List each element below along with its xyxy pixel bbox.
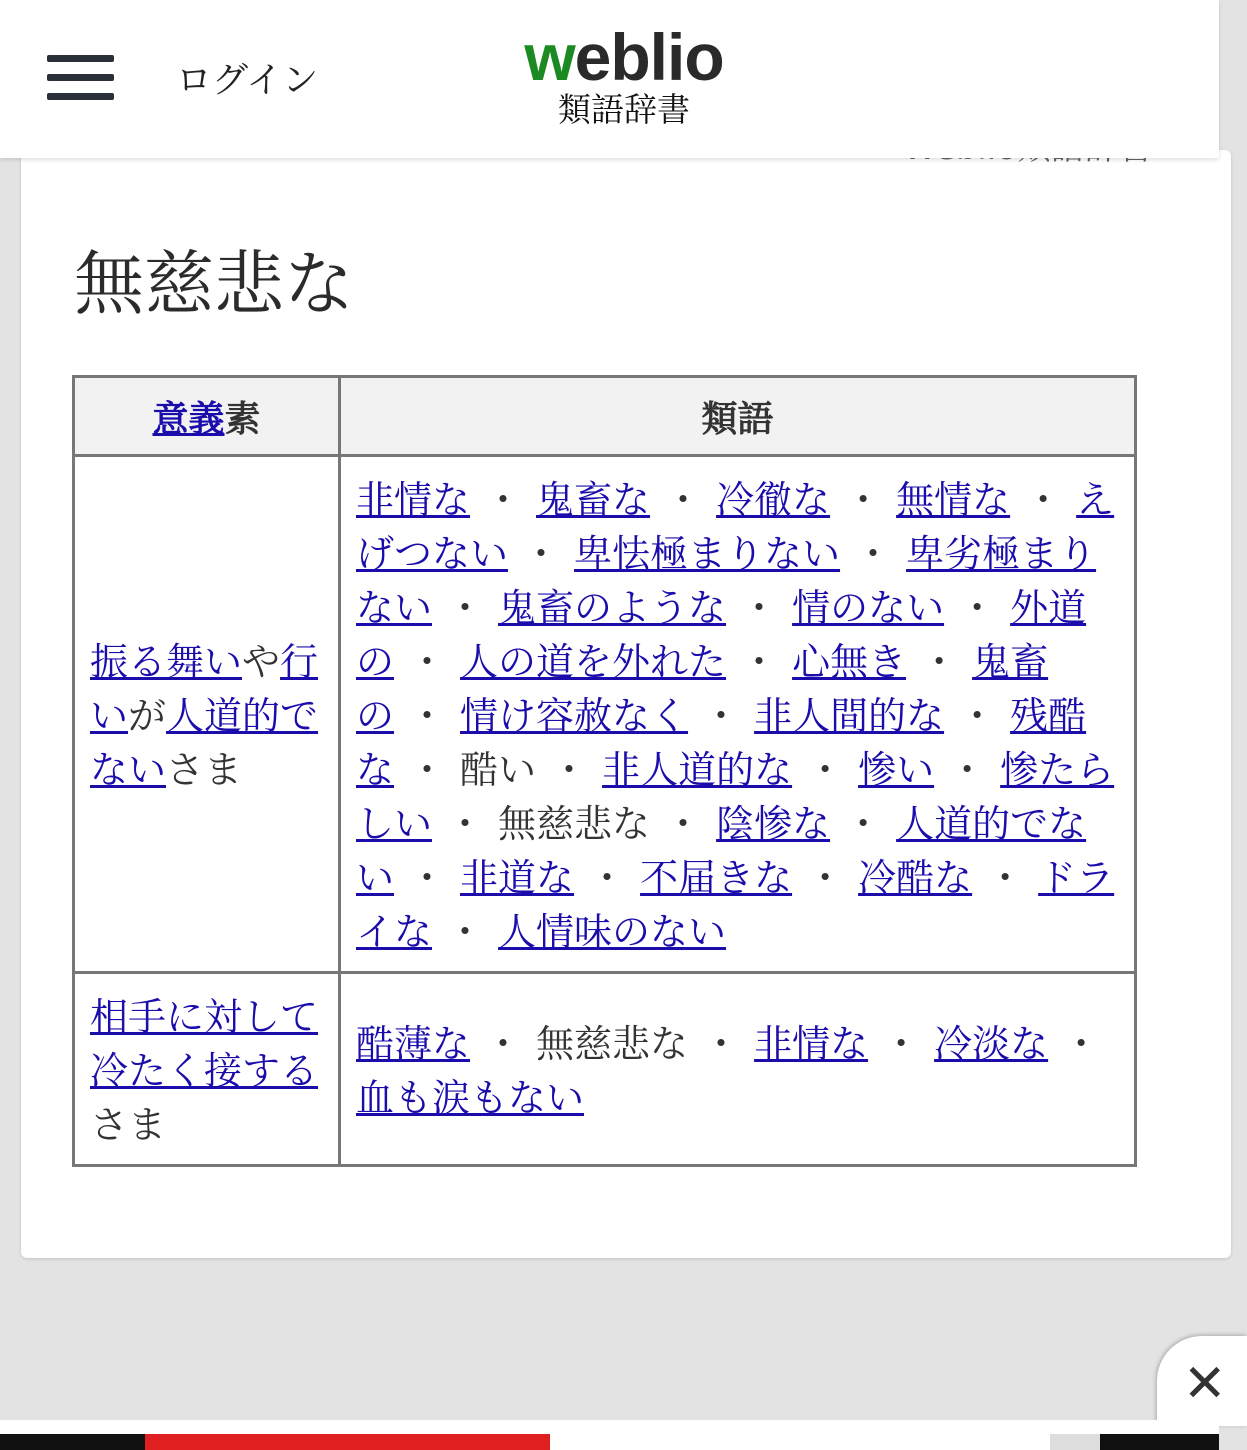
logo-w: w: [524, 20, 575, 94]
meaning-text: さま: [90, 1103, 167, 1147]
synonyms-cell: [340, 456, 1136, 973]
separator: ・: [986, 856, 1025, 900]
table-header-row: [74, 377, 1136, 456]
synonym-link[interactable]: 酷薄な: [356, 1022, 471, 1066]
separator: ・: [806, 748, 845, 792]
weblio-logo[interactable]: [514, 20, 734, 130]
synonym-link[interactable]: えげつない: [356, 478, 1115, 576]
separator: ・: [844, 478, 883, 522]
page-title: 無慈悲な: [74, 243, 354, 325]
synonym-link[interactable]: ドライな: [356, 856, 1115, 954]
separator: ・: [484, 1022, 523, 1066]
logo-rest: eblio: [574, 20, 724, 94]
top-bar: [0, 0, 1219, 158]
meaning-cell: [74, 973, 340, 1166]
synonym-link[interactable]: 鬼畜の: [356, 640, 1049, 738]
separator: ・: [522, 532, 561, 576]
separator: ・: [702, 694, 741, 738]
login-link[interactable]: ログイン: [176, 60, 319, 101]
synonym-text: 無慈悲な: [498, 802, 651, 846]
ad-banner[interactable]: [0, 1420, 1219, 1450]
separator: ・: [484, 478, 523, 522]
header-synonyms: 類語: [340, 377, 1136, 456]
separator: ・: [664, 802, 703, 846]
separator: ・: [408, 694, 447, 738]
separator: ・: [806, 856, 845, 900]
synonym-link[interactable]: 外道の: [356, 586, 1087, 684]
close-ad-button[interactable]: [1157, 1336, 1247, 1426]
synonym-text: 酷い: [460, 748, 537, 792]
synonym-link[interactable]: 冷淡な: [934, 1022, 1049, 1066]
separator: ・: [446, 802, 485, 846]
table-row: [74, 973, 1136, 1166]
synonym-link[interactable]: 非人間的な: [754, 694, 945, 738]
synonym-link[interactable]: 人の道を外れた: [460, 640, 727, 684]
separator: ・: [408, 748, 447, 792]
separator: ・: [958, 586, 997, 630]
synonym-link[interactable]: 非情な: [356, 478, 471, 522]
meaning-link[interactable]: 人道的でない: [90, 694, 319, 792]
synonym-table: [72, 375, 1137, 1167]
menu-icon[interactable]: [47, 55, 114, 101]
synonym-link[interactable]: 冷酷な: [858, 856, 973, 900]
synonym-link[interactable]: 卑劣極まりない: [356, 532, 1097, 630]
synonym-link[interactable]: 無情な: [896, 478, 1011, 522]
synonyms-cell: [340, 973, 1136, 1166]
separator: ・: [1024, 478, 1063, 522]
separator: ・: [958, 694, 997, 738]
meaning-link[interactable]: 行い: [90, 640, 319, 738]
separator: ・: [408, 640, 447, 684]
separator: ・: [446, 910, 485, 954]
separator: ・: [948, 748, 987, 792]
synonym-link[interactable]: 惨たらしい: [356, 748, 1115, 846]
logo-subtitle: 類語辞書: [558, 90, 690, 129]
synonym-link[interactable]: 情のない: [792, 586, 945, 630]
header-meaning-link[interactable]: 意義: [152, 398, 225, 440]
separator: ・: [740, 640, 779, 684]
meaning-text: さま: [166, 748, 243, 792]
synonym-link[interactable]: 惨い: [858, 748, 935, 792]
close-icon: ✕: [1183, 1354, 1227, 1414]
header-meaning-suffix: 素: [224, 398, 261, 440]
synonym-link[interactable]: 非人道的な: [602, 748, 793, 792]
synonym-link[interactable]: 鬼畜のような: [498, 586, 727, 630]
separator: ・: [844, 802, 883, 846]
synonym-link[interactable]: 冷徹な: [716, 478, 831, 522]
synonym-link[interactable]: 残酷な: [356, 694, 1087, 792]
separator: ・: [588, 856, 627, 900]
synonym-link[interactable]: 鬼畜な: [536, 478, 651, 522]
synonym-link[interactable]: 心無き: [792, 640, 907, 684]
synonym-link[interactable]: 不届きな: [640, 856, 793, 900]
header-meaning: [74, 377, 340, 456]
synonym-link[interactable]: 人道的でない: [356, 802, 1087, 900]
synonym-link[interactable]: 陰惨な: [716, 802, 831, 846]
separator: ・: [740, 586, 779, 630]
separator: ・: [664, 478, 703, 522]
synonym-text: 無慈悲な: [536, 1022, 689, 1066]
synonym-link[interactable]: 血も涙もない: [356, 1076, 585, 1120]
meaning-link[interactable]: 相手に対して冷たく接する: [90, 995, 319, 1093]
separator: ・: [702, 1022, 741, 1066]
meaning-link[interactable]: 振る舞い: [90, 640, 243, 684]
meaning-text: や: [242, 640, 281, 684]
meaning-cell: [74, 456, 340, 973]
separator: ・: [550, 748, 589, 792]
synonym-link[interactable]: 人情味のない: [498, 910, 727, 954]
synonym-link[interactable]: 非道な: [460, 856, 575, 900]
meaning-text: が: [128, 694, 167, 738]
table-row: [74, 456, 1136, 973]
synonym-link[interactable]: 卑怯極まりない: [574, 532, 841, 576]
separator: ・: [854, 532, 893, 576]
separator: ・: [446, 586, 485, 630]
synonym-link[interactable]: 情け容赦なく: [460, 694, 689, 738]
separator: ・: [920, 640, 959, 684]
separator: ・: [1062, 1022, 1101, 1066]
separator: ・: [882, 1022, 921, 1066]
synonym-link[interactable]: 非情な: [754, 1022, 869, 1066]
separator: ・: [408, 856, 447, 900]
